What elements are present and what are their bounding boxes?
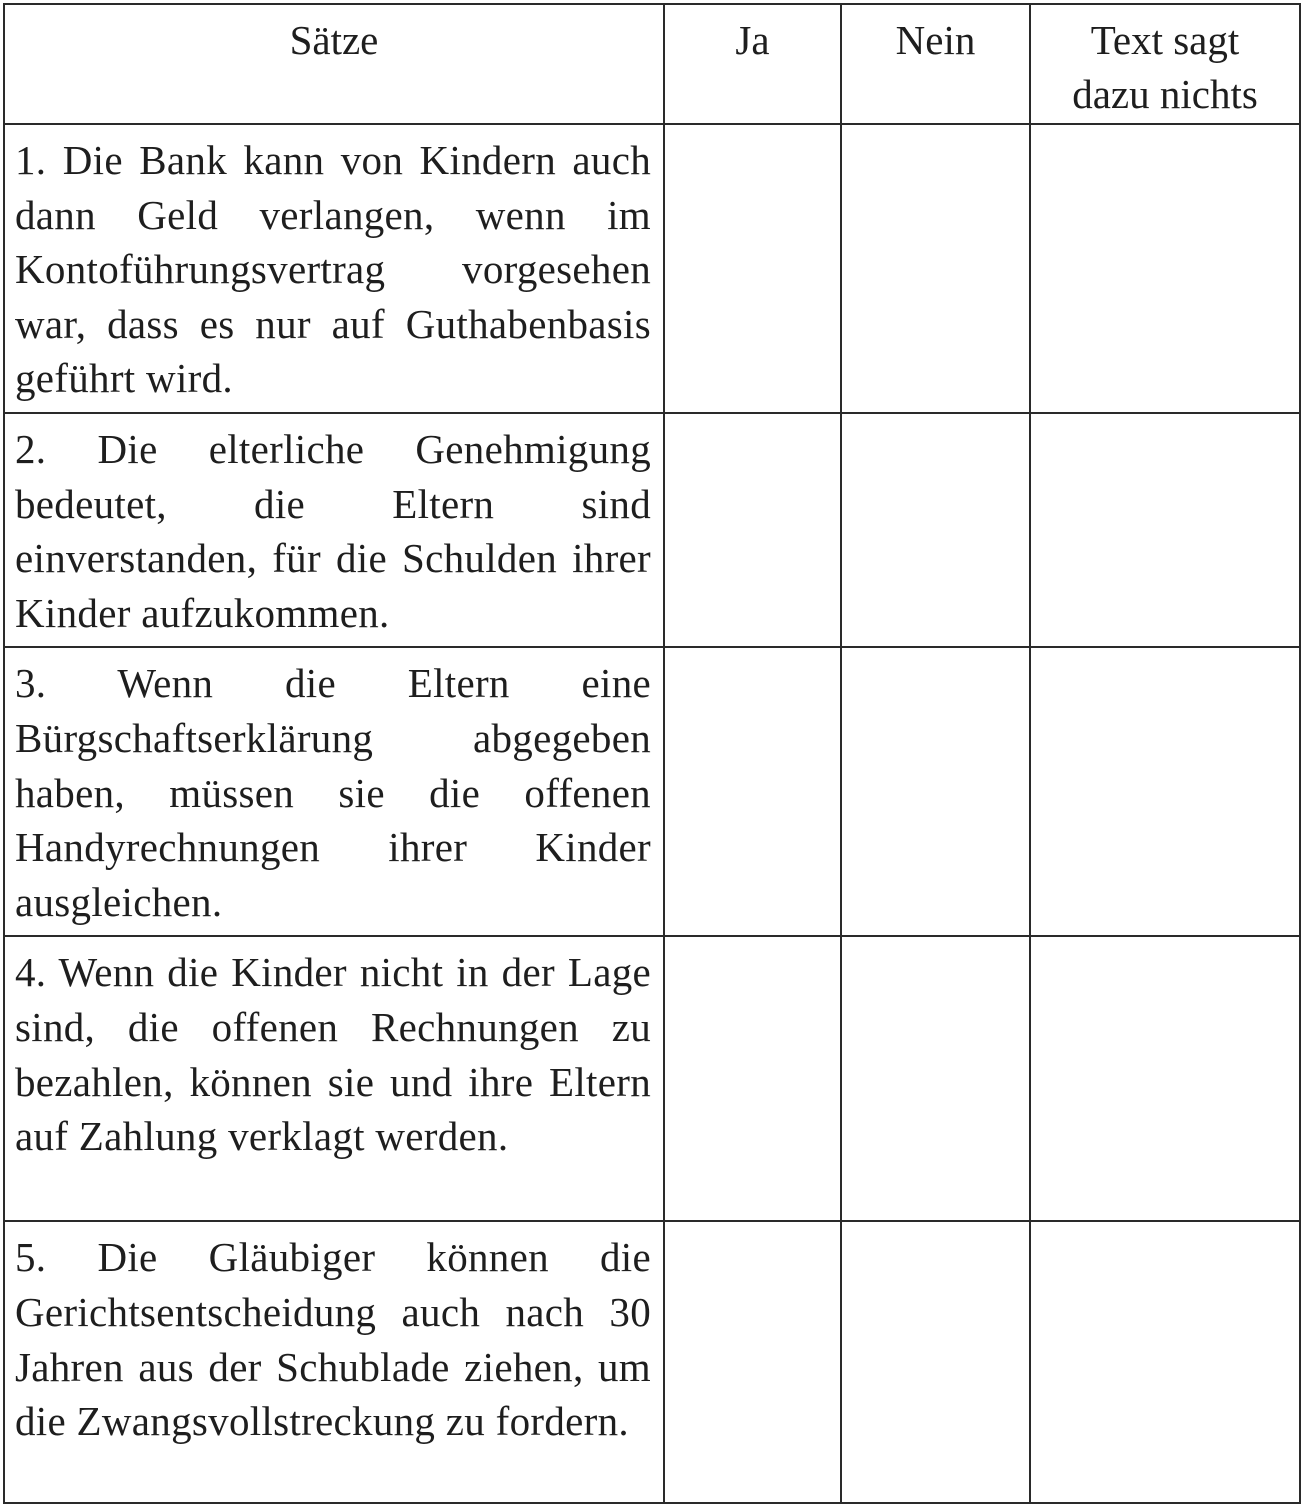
table-row xyxy=(4,1221,1300,1503)
table-row xyxy=(4,647,1300,936)
answer-text-sagt-nichts-3[interactable] xyxy=(1030,647,1300,936)
table-row xyxy=(4,124,1300,413)
statement-5: 5. Die Gläubiger können die Gerichtsentscheidung auch nach 30 Jahren aus der Schublade ziehen, um die Zwangsvollstreckung zu fordern. xyxy=(4,1221,664,1503)
table-row xyxy=(4,413,1300,647)
answer-nein-1[interactable] xyxy=(841,124,1030,413)
answer-text-sagt-nichts-4[interactable] xyxy=(1030,936,1300,1221)
answer-nein-2[interactable] xyxy=(841,413,1030,647)
header-text-sagt-dazu-nichts xyxy=(1030,4,1300,124)
header-row xyxy=(4,4,1300,124)
answer-ja-1[interactable] xyxy=(664,124,841,413)
answer-ja-5[interactable] xyxy=(664,1221,841,1503)
header-text-sagt-line2: dazu nichts xyxy=(1072,71,1258,117)
exercise-page xyxy=(3,3,1299,1489)
statement-4: 4. Wenn die Kinder nicht in der Lage sind, die offenen Rechnungen zu bezahlen, können sie und ihre Eltern auf Zahlung verklagt werden. xyxy=(4,936,664,1221)
answer-ja-4[interactable] xyxy=(664,936,841,1221)
answer-nein-4[interactable] xyxy=(841,936,1030,1221)
header-nein: Nein xyxy=(841,4,1030,124)
header-saetze: Sätze xyxy=(4,4,664,124)
answer-text-sagt-nichts-5[interactable] xyxy=(1030,1221,1300,1503)
answer-ja-3[interactable] xyxy=(664,647,841,936)
answer-nein-5[interactable] xyxy=(841,1221,1030,1503)
answer-ja-2[interactable] xyxy=(664,413,841,647)
statement-3: 3. Wenn die Eltern eine Bürgschaftserklärung abgegeben haben, müssen sie die offenen Handyrechnungen ihrer Kinder ausgleichen. xyxy=(4,647,664,936)
table-row xyxy=(4,936,1300,1221)
header-text-sagt-line1: Text sagt xyxy=(1090,17,1240,63)
true-false-table xyxy=(3,3,1301,1504)
statement-2: 2. Die elterliche Genehmigung bedeutet, die Eltern sind einverstanden, für die Schulden ihrer Kinder aufzukommen. xyxy=(4,413,664,647)
header-ja: Ja xyxy=(664,4,841,124)
answer-text-sagt-nichts-2[interactable] xyxy=(1030,413,1300,647)
statement-1: 1. Die Bank kann von Kindern auch dann Geld verlangen, wenn im Kontoführungsvertrag vorgesehen war, dass es nur auf Guthabenbasis geführt wird. xyxy=(4,124,664,413)
answer-nein-3[interactable] xyxy=(841,647,1030,936)
answer-text-sagt-nichts-1[interactable] xyxy=(1030,124,1300,413)
